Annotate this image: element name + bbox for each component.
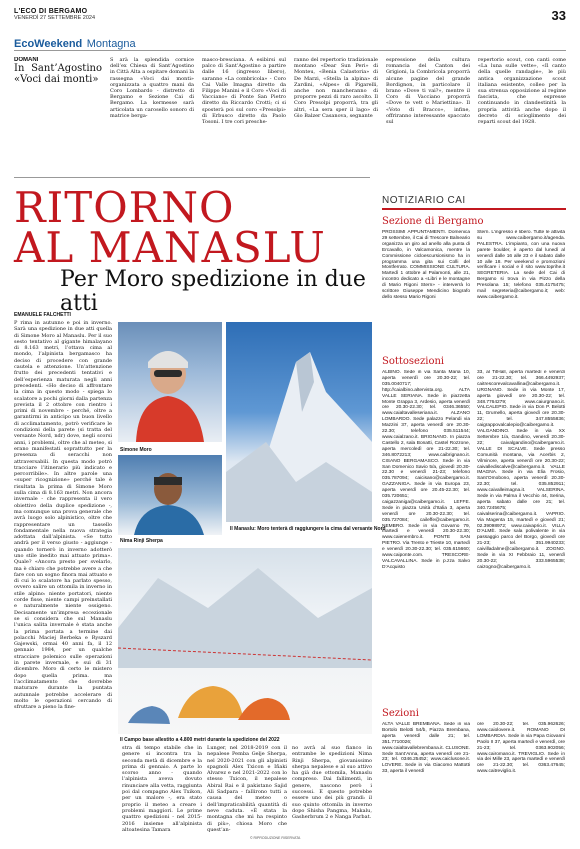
divider <box>14 177 370 178</box>
article-body-column-3: Lunger, nel 2018-2019 con il nepalese Pemba Gelje Sherpa, nel 2020-2021 con gli alpinisti spagnoli Alex Txicon e Iñaki Alvarez e nel 2021-2022 con lo stesso Txicon, il nepalese Abiral Rai e il pakistano Sajid Ali Sadpara - fallirono tutti a causa del meteo o dell’impraticabilità quantità di neve caduta. «È stata la montagna che mi ha respinto di più», chiosa Moro che quest’an- <box>207 745 287 833</box>
article-body-column-2: stra di tempo stabile che in genere si incontra tra la seconda metà di dicembre e la prima di gennaio. A parte lo scorso anno - quando l’alpinista aveva dovuto rinunciare alla vetta, raggiunta poi dal compagno Alex Txikon, per un malore -, era stato proprio il meteo a creare i problemi maggiori. Le prime quattro spedizioni - nel 2015-2016 insieme all’alpinista altoatesina Tamara <box>122 745 202 833</box>
bergamo-column-1: PROSSIMI APPUNTAMENTI. Domenica 29 settembre, il Cai di Trescore Balneario organizza un giro ad anello alla punta di Ercavallo, in Valcamonica, mentre la Commissione cicloescursionismo ha in programma una gita sui Colli del Montferrato. COMMISSIONE CULTURA. Martedì 1 ottobre al Palamonti, alle 21, incontro dedicato a «Libri e le montagne di Mario Rigoni Stern» - interverrà lo scrittore Giuseppe Mendicino biografo dello stesso Mario Rigoni <box>382 230 470 300</box>
bergamo-columns <box>382 230 566 350</box>
article-subtitle: Per Moro spedizione in due atti <box>60 267 366 316</box>
sezioni-columns <box>382 722 566 812</box>
sidebar-heading: NOTIZIARIO CAI <box>382 195 566 210</box>
section-sezioni-title: Sezioni <box>382 708 419 719</box>
photo-caption-3: Il Manaslu: Moro tenterà di raggiungere la cima dal versante Nord <box>230 526 386 532</box>
article-body-column-4: no avrà al suo fianco in entrambe le spedizioni Nima Rinji Sherpa, giovanissimo sherpa nepalese e al suo attivo ha già due ottomila, Manaslu compreso. Dai fallimenti, in genere, nascono però i successi. E questo potrebbe essere uno dei più grandi: il suo quinto ottomila in inverno dopo Shisha Pangma, Makalu, Gasherbrum 2 e Nanga Parbat. <box>292 745 372 821</box>
photo-simone-moro <box>118 322 222 442</box>
article-title <box>14 183 374 272</box>
strip-column-4: espressione della cultura romancia del Canton dei Grigioni, la Combricola proporrà alcune pagine del grande Bordignon, in particolare il brano «Dove ti vai?», mentre il Coro di Vacciano proporrà «Dove te vett o Mariettina». Il «Voto di Bracco», infine, offriranno interessante spaccato sul <box>386 57 470 125</box>
portrait-image <box>118 322 222 442</box>
article-author: EMANUELE FALCHETTI <box>14 312 71 318</box>
copyright: © RIPRODUZIONE RISERVATA <box>250 836 301 840</box>
strip-column-3: ranno del repertorio tradizionale montano «Dear Sun Peri» di Monteu, «Benia Calastoria» di De Marzi, «Stella la alpina» di Zardini, «Alpes» di Pigarelli, anche non mancheranno di proporre pezzi di raro ascolto. Il Coro Presolpi proporrà, tra gli altri, «La sera sper il lago» di Gio Balzer Casanova, segnante <box>294 57 378 119</box>
portrait-image-2 <box>118 455 222 535</box>
bergamo-column-2: Stern. L’ingresso è libero. Tutte le attività su www.caibergamo.it/agenda. PALESTRA. L’impianto, con una nuova parete boulder, è aperto dal lunedì al venerdì dalle 16 alle 23 e il sabato dalle 10 alle 18. Per weekend e promozioni verificare i social e il sito www.toprihe.it SEGRETERIA. La sede del Cai di Bergamo si trova in via Pizzo della Presolana 15; telefono 035.4175475; mail segreteria@caibergamo.it; web: www.caibergamo.it. <box>477 230 565 300</box>
section-name: EcoWeekend <box>14 38 83 50</box>
publication-date: VENERDÌ 27 SETTEMBRE 2024 <box>14 15 96 21</box>
camp-image <box>118 548 372 734</box>
page-header <box>14 8 566 28</box>
mountain-image <box>226 322 372 522</box>
photo-caption-4: Il Campo base allestito a 4.800 metri durante la spedizione del 2022 <box>120 737 280 743</box>
section-bergamo-title: Sezione di Bergamo <box>382 216 484 227</box>
article-title-line2: AL MANASLU <box>14 223 326 272</box>
domani-box <box>14 57 102 125</box>
article-bottom <box>122 745 372 840</box>
sezioni-column-2: ore 20.30-22; tel. 035.962626; www.caiolovere.it. ROMANO DI LOMBARDIA. Sede in via Papa Giovanni Paolo II 37, aperta martedì e venerdì, ore 21-23; tel. 0363.902056; www.cairomano.it. TREVIGLIO. Sede in via dei Mille 23, aperta martedì e venerdì ore 21-22.30; tel. 0363.47645; www.caitreviglio.it. <box>477 722 565 775</box>
section-sottosezioni-title: Sottosezioni <box>382 356 445 367</box>
sezioni-column-1: ALTA VALLE BREMBANA. Sede in via Bortolo Belotti 54/b, Piazza Brembana, aperta venerdì dalle 21; tel. 351.7710026; www.caialtavallebrembana.it. CLUSONE. Sede Sant’Anna, aperta venerdì ore 21-23; tel. 0346.25452; www.caiclusone.it. LOVERE. Sede in via Giacomo Mattotti 33, aperta il venerdì <box>382 722 470 775</box>
strip-column-2: masco-bresciana. A esibirsi sul palco di Sant’Agostino a partire dalle 16 (ingresso libero), saranno «La combricola» - Coro Cai Valle Imagna diretto da Filippo Manini e il Coro «Voci di Vacciano» di Ponte San Pietro diretto da Riccardo Crotti; ci si sposterà poi sul coro «Presolpi» di Erbusco diretto da Paolo Tosoni. I tre cori presche- <box>202 57 286 125</box>
photo-manaslu <box>226 322 372 522</box>
strip-column-1: S arà la splendida cornice dell’ex Chiesa di Sant’Agostino in Città Alta a ospitare domani la rassegna «Voci dai monti» organizzata a quattro mani da Coro Lombardo - distretto di Bergamo e Sezione Cai di Bergamo. La kermesse sarà articolata un carosello sonoro di matrice berga- <box>110 57 194 119</box>
photo-caption-1: Simone Moro <box>120 447 152 453</box>
photo-nima-rinji <box>118 455 222 535</box>
domani-title: In Sant’Agostino «Voci dai monti» <box>14 63 102 86</box>
photo-caption-2: Nima Rinji Sherpa <box>120 538 163 544</box>
domani-strip <box>14 57 566 125</box>
page-number: 33 <box>551 8 566 23</box>
domani-label: DOMANI <box>14 57 39 63</box>
article-body-column-1: P rima in autunno e poi in inverno. Sarà una spedizione in due atti quella di Simone Moro al Manaslu. Per il suo sesto tentativo al gigante himalayano di 8.163 metri, l’ottava cima al mondo, l’alpinista bergamasco ha deciso di procedere con grande cautela e attenzione. Un’attenzione frutto dei precedenti tentativi e dell’esperienza maturata negli anni precedenti. «Ho deciso di affrontare la cima in questo modo - spiega lo scalatore a pochi giorni dalla partenza prevista il 2 ottobre con rientro i primi di novembre - perché, oltre a garantirmi in anticipo un buon livello di acclimatamento, potrò verificare le condizioni della parete (si tratta del versante Nord, ndr) dove, negli scorsi anni, i problemi, oltre che al meteo, si erano manifestati soprattutto per la presenza di seracchi non attraversabili. In questa modo potrò tracciare l’itinerario più indicato e percorribile». In altre parole una «super ricognizione» perché tale è risultata la prima di Simone Moro sulla cima di 8.163 metri. Non ancora invernale - che rappresenta il vero obiettivo della duplice spedizione -, ma comunque una prova generale che avrà luogo solo alpinistico, oltre che rappresentare un tassello fondamentale nella nuova strategia adottata dall’alpinista. «Se tutto andrà per il verso giusto - aggiunge - quando tornerò in inverno adotterò uno stile inedito mai attuato prima». Quale? «Ancora presto per svelarlo, ma è chiaro che potrebbe avere a che fare con un sogno finora mai attuato e di cui lo scalatore ha parlato spesso, ovvero salire un ottomila in inverno in stile alpino: niente portatori, niente corde fisse, niente campi preinstallati e naturalmente niente ossigeno. Decisamente un’impresa eccezionale se si considera che sul Manaslu l’unica salita invernale è stata anche la prima portata a termine dai polacchi Maciej Berbeka e Ryszard Gajewski, ormai 40 anni fa, il 12 gennaio 1984, per un qualche stracciare polemico sulle operazioni in parete invernale, e sui di 31 dicembre. Moro di certo le mistero dopo quella prima. ma l’acclimatamento che dovrebbe maturare durante la puntata autunnale potrebbe accelerare di molto le operazioni cercando di sfruttare a pieno la fine- <box>14 320 112 711</box>
sottosezioni-column-2: 33, al TitHall, aperta martedì e venerdì ore 21-22.30; tel. 366.4492937; caitrescorevalcavallina@caibergamo.it. URGNANO. Sede in via Monte 17, aperta giovedì ore 20.30-22; tel. 348.7764279; www.caiurgnano.it. VALCALEPIO. Sede in via Don P. Belotti 11, Grumello, aperta giovedì ore 20.30-22; tel. 347.8555836; caigrappovalcalepio@caibergamo.it. VALGANDINO. Sede in via XX Settembre 1/a, Gandino, venerdì 20.30-22; caivalgandino@caibergamo.it. VALLE DI SCALVE. Sede presso Comunità montana, via Acerbis 2, Vilminore, aperta venerdì ore 20.30-22; caivallediscalve@caibergamo.it. VALLE IMAGNA. Sede in via Elia Frosio, Sant’Omobono, aperta venerdì 20.30-22.30; tel. 035.852911; www.caivalleimagna.it. VALSERINA. Sede in via Palma il Vecchio 44, Serina, aperta sabato dalle ore 21; tel. 340.7245675; caivalserina@caibergamo.it. VAPRIO. Via Magenta 15, martedì e giovedì 21; 02.39098972; www.caivaprio.it. VILLA D’ALMÈ. Sede sala polivalente in via passaggio parco del Borgo, giovedì ore 21-23; tel. 351.9940233; caivilladalme@caibergamo.it. ZOGNO. Sede in via XI Febbraio 11, venerdì 20.30-22; 333.5965538; caizogno@caibergamo.it. <box>477 370 565 570</box>
sottosezioni-columns <box>382 370 566 702</box>
article-title-line1: RITORNO <box>14 183 235 232</box>
photo-base-camp <box>118 548 372 734</box>
notiziario-sidebar <box>382 195 566 845</box>
subsection-name: Montagna <box>86 38 136 50</box>
publication-name: L'ECO DI BERGAMO <box>14 8 88 15</box>
strip-column-5: repertorio scout, con canti come «La luna sulle vette», «Il canto della quelle randagie», le più antica organizzazione scout italiana esistente, colleo per la sua strenua opposizione al regime fascista, che espresse continuando in clandestinità la propria attività anche dopo il decreto di scioglimento dei reparti scout del 1928. <box>478 57 566 125</box>
sottosezioni-column-1: ALBINO. Sede in via Santa Maria 10, aperta venerdì ore 20.30-22; tel. 035.0040717; http://caialbino.altervista.org. ALTA VALLE SERIANA. Sede in piazzetta Monte Grappa 3, Ardesio, aperta venerdì ore 20.30-22.30; tel. 0346.36550; www.caialtavalleseriana.it. ALZANO LOMBARDO. Sede palazzo Pelandi via Mazzini 37, aperta venerdì ore 20.30-22.30; telefono 035.511544; www.caialzano.it. BRIGNANO. In piazza Castello 2, sala Bonatti, Castel Rozzone, aperta mercoledì ore 21-22.30; tel. 346.8072213; www.caibrignano.it. CISANO BERGAMASCO. Sede in via San Domenico Savio 5/a, giovedì 20.30-22.30 e venerdì 21-23; telefono 035.787094; caicisano@caibergamo.it. GAZZANIGA. Sede in via Europa 23, aperta venerdì ore 20.45-22.30; tel. 035.720651; caigazzaniga@caibergamo.it. LEFFE. Sede in piazza Unità d’Italia 3, aperta venerdì ore 20.30-22.30; tel. 035.727084; caileffe@caibergamo.it. NEMBRO. Sede in via Govarno 79, martedì e venerdì 20.30-22.30; www.caienembro.it. PONTE SAN PIETRO. Via Trento e Trieste 10, martedì e venerdì 20.30-22.30; tel. 035.615660; www.caiponte.com. TRESCORE-VALCAVALLINA. Sede in p.zza Salvo D’Acquisto <box>382 370 470 570</box>
section-bar <box>14 34 566 51</box>
